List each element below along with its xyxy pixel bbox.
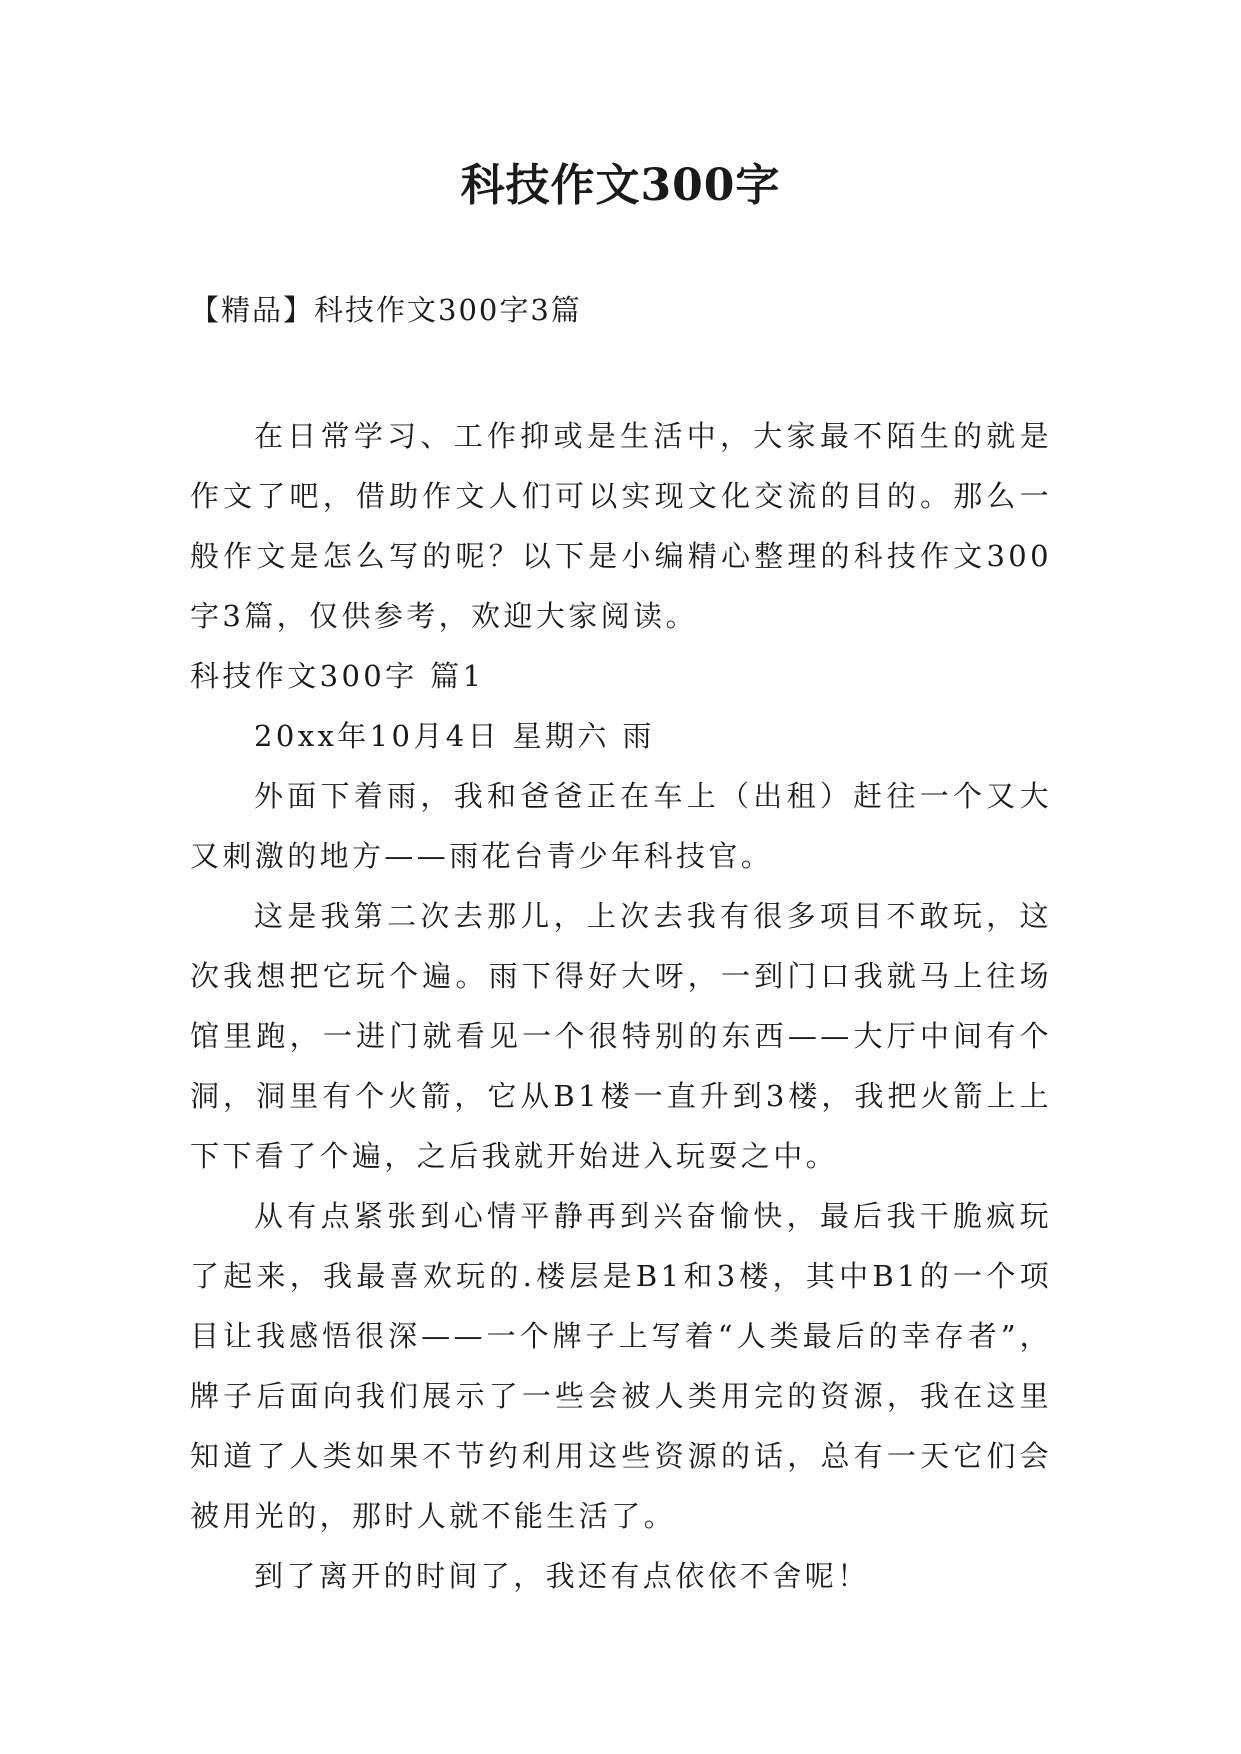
document-subtitle: 【精品】科技作文300字3篇: [190, 293, 582, 327]
section-heading: 科技作文300字 篇1: [190, 659, 485, 693]
date-line: 20xx年10月4日 星期六 雨: [254, 719, 655, 753]
body-paragraph: 这是我第二次去那儿，上次去我有很多项目不敢玩，这次我想把它玩个遍。雨下得好大呀，一到门口我就马上往场馆里跑，一进门就看见一个很特别的东西——大厅中间有个洞，洞里有个火箭，它从B1楼一直升到3楼，我把火箭上上下下看了个遍，之后我就开始进入玩耍之中。: [190, 899, 1052, 1173]
intro-paragraph: 在日常学习、工作抑或是生活中，大家最不陌生的就是作文了吧，借助作文人们可以实现文化交流的目的。那么一般作文是怎么写的呢？以下是小编精心整理的科技作文300字3篇，仅供参考，欢迎大家阅读。: [190, 419, 1052, 633]
body-paragraph: 从有点紧张到心情平静再到兴奋愉快，最后我干脆疯玩了起来，我最喜欢玩的.楼层是B1和3楼，其中B1的一个项目让我感悟很深——一个牌子上写着“人类最后的幸存者”，牌子后面向我们展示了一些会被人类用完的资源，我在这里知道了人类如果不节约利用这些资源的话，总有一天它们会被用光的，那时人就不能生活了。: [190, 1199, 1052, 1533]
body-paragraph: 到了离开的时间了，我还有点依依不舍呢！: [254, 1559, 870, 1593]
document-body: [190, 406, 1052, 1606]
body-paragraph: 外面下着雨，我和爸爸正在车上（出租）赶往一个又大又刺激的地方——雨花台青少年科技官。: [190, 779, 1052, 873]
document-title: 科技作文300字: [460, 160, 781, 211]
